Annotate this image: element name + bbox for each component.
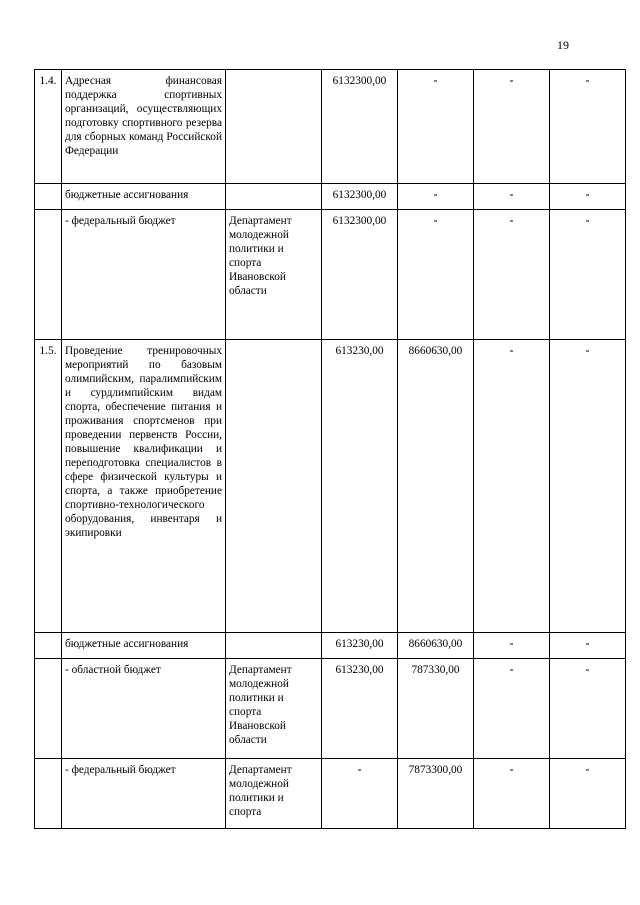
value-cell: -	[550, 659, 626, 759]
value-cell: -	[474, 659, 550, 759]
value-cell: 613230,00	[322, 340, 398, 633]
executor	[226, 70, 322, 184]
value-cell: 6132300,00	[322, 70, 398, 184]
value-cell: -	[398, 210, 474, 340]
row-number: 1.4.	[35, 70, 62, 184]
row-number	[35, 659, 62, 759]
event-name: Адресная финансовая поддержка спортивных организаций, осуществляющих подготовку спортивного резерва для сборных команд Российской Федерации	[62, 70, 226, 184]
executor	[226, 633, 322, 659]
executor: Департамент молодежной политики и спорта Ивановской области	[226, 210, 322, 340]
table-row	[35, 633, 626, 659]
value-cell: 787330,00	[398, 659, 474, 759]
value-cell: -	[550, 70, 626, 184]
executor	[226, 184, 322, 210]
value-cell: -	[550, 210, 626, 340]
table-row	[35, 759, 626, 829]
value-cell: 6132300,00	[322, 210, 398, 340]
value-cell: 8660630,00	[398, 340, 474, 633]
event-name: бюджетные ассигнования	[62, 184, 226, 210]
table-row	[35, 70, 626, 184]
table-row	[35, 184, 626, 210]
event-name: - федеральный бюджет	[62, 210, 226, 340]
value-cell: -	[474, 210, 550, 340]
event-name: Проведение тренировочных мероприятий по базовым олимпийским, паралимпийским и сурдлимпийским видам спорта, обеспечение питания и проживания спортсменов при проведении первенств России, повышение квалификации и переподготовка специалистов в сфере физической культуры и спорта, а также приобретение спортивно-технологического оборудования, инвентаря и экипировки	[62, 340, 226, 633]
row-number	[35, 210, 62, 340]
value-cell: -	[550, 340, 626, 633]
executor	[226, 340, 322, 633]
value-cell: -	[474, 633, 550, 659]
event-name: - федеральный бюджет	[62, 759, 226, 829]
executor: Департамент молодежной политики и спорта	[226, 759, 322, 829]
row-number	[35, 633, 62, 659]
value-cell: -	[322, 759, 398, 829]
value-cell: -	[398, 70, 474, 184]
event-name: - областной бюджет	[62, 659, 226, 759]
budget-table	[34, 69, 626, 829]
page-number: 19	[557, 38, 569, 52]
value-cell: -	[550, 184, 626, 210]
value-cell: -	[550, 759, 626, 829]
value-cell: -	[474, 70, 550, 184]
table-row	[35, 659, 626, 759]
value-cell: 8660630,00	[398, 633, 474, 659]
executor: Департамент молодежной политики и спорта Ивановской области	[226, 659, 322, 759]
event-name: бюджетные ассигнования	[62, 633, 226, 659]
value-cell: -	[474, 340, 550, 633]
row-number	[35, 759, 62, 829]
value-cell: -	[550, 633, 626, 659]
value-cell: 7873300,00	[398, 759, 474, 829]
table-row	[35, 210, 626, 340]
value-cell: 613230,00	[322, 659, 398, 759]
table-row	[35, 340, 626, 633]
value-cell: -	[398, 184, 474, 210]
value-cell: -	[474, 759, 550, 829]
value-cell: 6132300,00	[322, 184, 398, 210]
row-number: 1.5.	[35, 340, 62, 633]
row-number	[35, 184, 62, 210]
value-cell: 613230,00	[322, 633, 398, 659]
value-cell: -	[474, 184, 550, 210]
